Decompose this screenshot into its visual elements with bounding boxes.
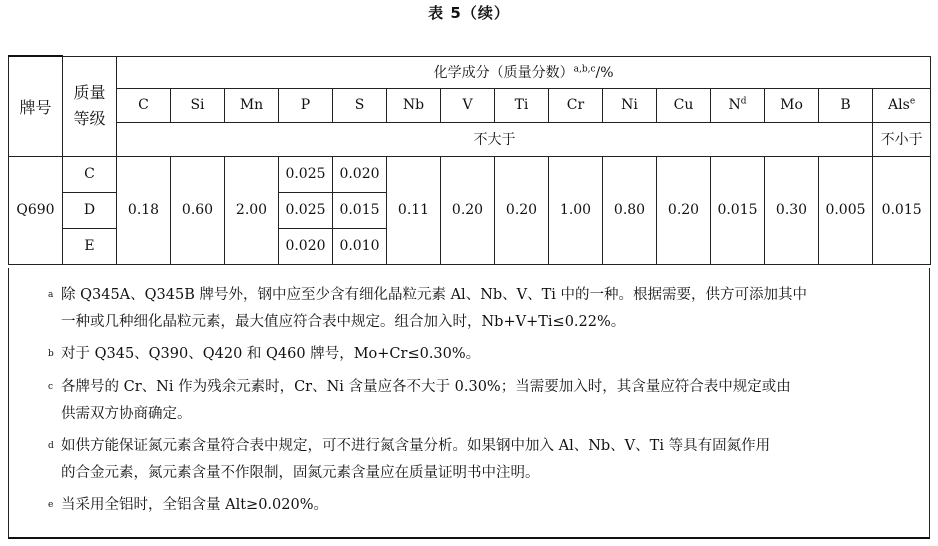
value-cell-als: 0.015 bbox=[873, 156, 931, 264]
footnote-mark: b bbox=[48, 349, 54, 359]
element-name: Mo bbox=[780, 97, 803, 113]
header-grade-label: 质量等级 bbox=[73, 83, 106, 128]
element-header bbox=[765, 88, 819, 122]
footnote-line: 一种或几种细化晶粒元素，最大值应符合表中规定。组合加入时，Nb+V+Ti≤0.22%。 bbox=[61, 314, 626, 330]
value-cell-n: 0.015 bbox=[711, 156, 765, 264]
element-name: Ni bbox=[621, 97, 638, 113]
element-header bbox=[603, 88, 657, 122]
header-row-elements bbox=[9, 88, 931, 122]
element-header bbox=[387, 88, 441, 122]
element-name: Ti bbox=[514, 97, 529, 113]
value-cell-p: 0.025 bbox=[279, 192, 333, 228]
element-header bbox=[711, 88, 765, 122]
composition-unit: /% bbox=[595, 65, 614, 81]
header-brand: 牌号 bbox=[9, 56, 63, 156]
element-name: Nb bbox=[402, 97, 425, 113]
element-header bbox=[873, 88, 931, 122]
element-name: S bbox=[354, 97, 365, 113]
value-cell-v: 0.20 bbox=[441, 156, 495, 264]
element-header bbox=[819, 88, 873, 122]
footnote-line: 各牌号的 Cr、Ni 作为残余元素时，Cr、Ni 含量应各不大于 0.30%；当需要加入时，其含量应符合表中规定或由 bbox=[61, 379, 791, 395]
table-row bbox=[9, 156, 931, 192]
value-cell-s: 0.020 bbox=[333, 156, 387, 192]
footnote-mark: e bbox=[48, 500, 54, 510]
element-header bbox=[333, 88, 387, 122]
header-composition bbox=[117, 56, 931, 88]
composition-table bbox=[8, 55, 931, 265]
element-name: Als bbox=[888, 97, 910, 113]
not-less-label: 不小于 bbox=[873, 122, 931, 156]
header-grade bbox=[63, 56, 117, 156]
element-header bbox=[171, 88, 225, 122]
value-cell-ni: 0.80 bbox=[603, 156, 657, 264]
not-greater-label: 不大于 bbox=[117, 122, 873, 156]
grade-cell: E bbox=[63, 228, 117, 264]
value-cell-cr: 1.00 bbox=[549, 156, 603, 264]
table-title: 表 5（续） bbox=[428, 4, 510, 22]
footnote-line: 对于 Q345、Q390、Q420 和 Q460 牌号，Mo+Cr≤0.30%。 bbox=[61, 346, 481, 362]
element-note-mark: d bbox=[740, 96, 747, 107]
value-cell-cu: 0.20 bbox=[657, 156, 711, 264]
brand-cell: Q690 bbox=[9, 156, 63, 264]
element-header bbox=[495, 88, 549, 122]
element-name: N bbox=[728, 97, 741, 113]
value-cell-c: 0.18 bbox=[117, 156, 171, 264]
value-cell-mo: 0.30 bbox=[765, 156, 819, 264]
footnote-line: 的合金元素，氮元素含量不作限制，固氮元素含量应在质量证明书中注明。 bbox=[61, 465, 540, 481]
value-cell-p: 0.025 bbox=[279, 156, 333, 192]
element-name: B bbox=[840, 97, 851, 113]
footnote-line: 如供方能保证氮元素含量符合表中规定，可不进行氮含量分析。如果钢中加入 Al、Nb、V、Ti 等具有固氮作用 bbox=[61, 438, 771, 454]
composition-marks: a,b,c bbox=[573, 64, 596, 75]
value-cell-si: 0.60 bbox=[171, 156, 225, 264]
element-header bbox=[657, 88, 711, 122]
element-header bbox=[225, 88, 279, 122]
value-cell-ti: 0.20 bbox=[495, 156, 549, 264]
value-cell-nb: 0.11 bbox=[387, 156, 441, 264]
value-cell-mn: 2.00 bbox=[225, 156, 279, 264]
element-name: Cr bbox=[566, 97, 585, 113]
footnote-mark: c bbox=[48, 382, 54, 392]
grade-cell: D bbox=[63, 192, 117, 228]
value-cell-b: 0.005 bbox=[819, 156, 873, 264]
value-cell-s: 0.015 bbox=[333, 192, 387, 228]
element-name: C bbox=[138, 97, 149, 113]
element-name: P bbox=[300, 97, 311, 113]
composition-label: 化学成分（质量分数） bbox=[433, 65, 574, 81]
footnote-line: 当采用全铝时，全铝含量 Alt≥0.020%。 bbox=[61, 497, 328, 513]
grade-cell: C bbox=[63, 156, 117, 192]
header-row-limits bbox=[9, 122, 931, 156]
element-header bbox=[549, 88, 603, 122]
header-row-composition bbox=[9, 56, 931, 88]
element-header bbox=[441, 88, 495, 122]
element-header bbox=[117, 88, 171, 122]
element-name: Si bbox=[190, 97, 205, 113]
element-name: Mn bbox=[239, 97, 264, 113]
element-header bbox=[279, 88, 333, 122]
footnote-line: 供需双方协商确定。 bbox=[61, 406, 192, 422]
footnote-mark: a bbox=[48, 290, 54, 300]
footnote-mark: d bbox=[48, 441, 54, 451]
footnote-line: 除 Q345A、Q345B 牌号外，钢中应至少含有细化晶粒元素 Al、Nb、V、Ti 中的一种。根据需要，供方可添加其中 bbox=[61, 287, 808, 303]
footnotes-box bbox=[8, 268, 930, 539]
element-note-mark: e bbox=[909, 96, 916, 107]
value-cell-s: 0.010 bbox=[333, 228, 387, 264]
element-name: Cu bbox=[673, 97, 694, 113]
value-cell-p: 0.020 bbox=[279, 228, 333, 264]
element-name: V bbox=[462, 97, 473, 113]
